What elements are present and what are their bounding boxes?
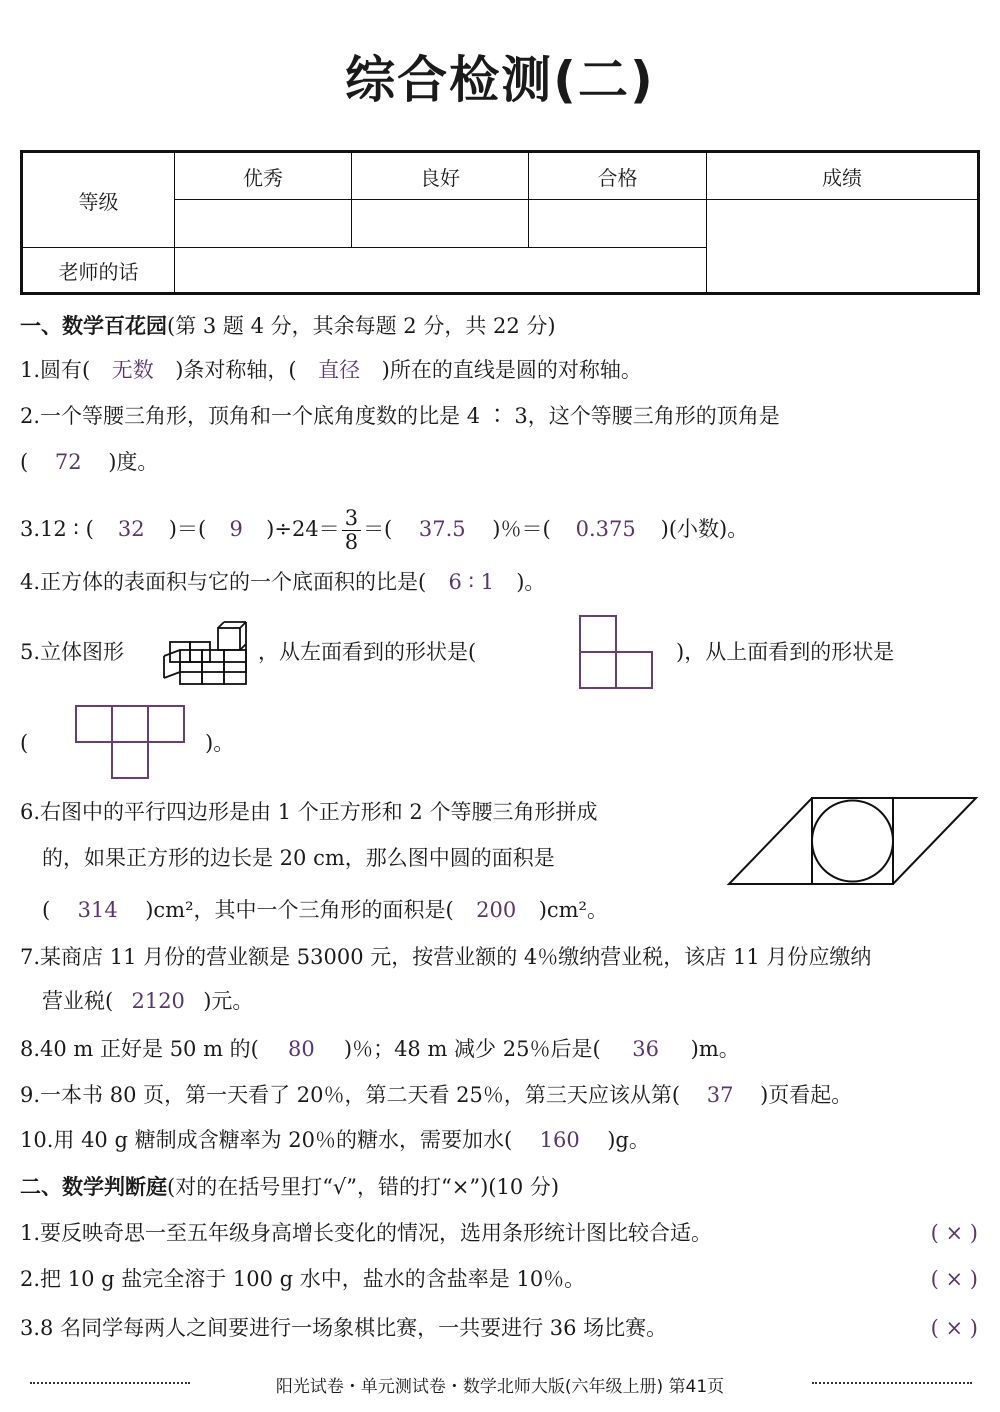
answer: 32 [117,517,145,542]
answer: 314 [77,898,118,922]
question-10: 10.用 40 g 糖制成含糖率为 20％的糖水，需要加水( 160 )g。 [20,1125,650,1155]
question-5-end: )，从上面看到的形状是 [676,640,895,664]
grade-table [20,150,980,295]
col-excellent: 优秀 [175,152,352,200]
answer: 36 [632,1037,660,1061]
judge-item-2: 2.把 10 g 盐完全溶于 100 g 水中，盐水的含盐率是 10％。 [20,1267,586,1291]
cube-solid-figure [160,622,256,690]
answer: 37.5 [418,517,466,542]
cell-excellent [175,200,352,248]
cell-score [707,200,979,294]
question-8: 8.40 m 正好是 50 m 的( 80 )％；48 m 减少 25％后是( 36 )m。 [20,1034,740,1064]
col-score: 成绩 [707,152,979,200]
grade-label: 等级 [22,152,175,248]
answer: 80 [288,1037,315,1061]
page-title: 综合检测(二) [345,51,655,109]
question-9: 9.一本书 80 页，第一天看了 20％，第二天看 25％，第三天应该从第( 37 )页看起。 [20,1080,852,1110]
question-6-line1: 6.右图中的平行四边形是由 1 个正方形和 2 个等腰三角形拼成 [20,800,598,824]
question-3: 3.12 ∶ ( 32 )＝( 9 )÷24＝ $\frac{3}{8}$ ＝( 37.5 )％＝( 0.375 )(小数)。 [20,506,749,555]
cell-teacher-comment [175,248,707,294]
question-6-line3: ( 314 )cm²，其中一个三角形的面积是( 200 )cm²。 [42,895,608,925]
footer-text: 阳光试卷・单元测试卷・数学北师大版(六年级上册) 第41页 [275,1377,725,1397]
cell-good [352,200,529,248]
section2-heading: 二、数学判断庭(对的在括号里打“√”，错的打“×”)(10 分) [20,1175,560,1199]
answer: 72 [54,450,82,474]
col-pass: 合格 [529,152,707,200]
question-2-cont: ( 72 )度。 [20,447,158,477]
teacher-label: 老师的话 [22,248,175,294]
answer: 9 [229,517,243,542]
answer: 160 [539,1128,580,1152]
question-7-line1: 7.某商店 11 月份的营业额是 53000 元，按营业额的 4％缴纳营业税，该店 11 月份应缴纳 [20,945,872,969]
judge-item-1: 1.要反映奇思一至五年级身高增长变化的情况，选用条形统计图比较合适。 [20,1221,713,1245]
answer: 直径 [318,358,361,382]
parallelogram-circle-figure [728,797,978,885]
answer: 0.375 [575,517,636,542]
judge-mark-1: ( × ) [930,1221,978,1245]
question-6-line2: 的，如果正方形的边长是 20 cm，那么图中圆的面积是 [42,846,555,870]
answer: 2120 [131,989,185,1013]
col-good: 良好 [352,152,529,200]
question-5-middle: ，从左面看到的形状是( [258,640,477,664]
question-2: 2.一个等腰三角形，顶角和一个底角度数的比是 4 ∶ 3，这个等腰三角形的顶角是 [20,404,780,428]
question-1: 1.圆有( 无数 )条对称轴，( 直径 )所在的直线是圆的对称轴。 [20,355,642,385]
section1-heading: 一、数学百花园(第 3 题 4 分，其余每题 2 分，共 22 分) [20,314,556,338]
question-5-open: ( [20,731,29,755]
question-4: 4.正方体的表面积与它的一个底面积的比是( 6 ∶ 1 )。 [20,567,545,597]
question-7-line2: 营业税( 2120 )元。 [42,986,253,1016]
question-5-close: )。 [205,731,235,755]
answer: 200 [476,898,517,922]
left-view-shape [576,614,656,690]
answer: 6 ∶ 1 [448,570,494,594]
top-view-shape [74,704,188,780]
footer-dots-right [812,1382,972,1384]
answer: 37 [706,1083,734,1107]
judge-item-3: 3.8 名同学每两人之间要进行一场象棋比赛，一共要进行 36 场比赛。 [20,1316,668,1340]
question-5-label: 5.立体图形 [20,640,125,664]
judge-mark-3: ( × ) [930,1316,978,1340]
judge-mark-2: ( × ) [930,1267,978,1291]
fraction-3-8: $\frac{3}{8}$ [342,507,361,554]
answer: 无数 [111,358,154,382]
cell-pass [529,200,707,248]
